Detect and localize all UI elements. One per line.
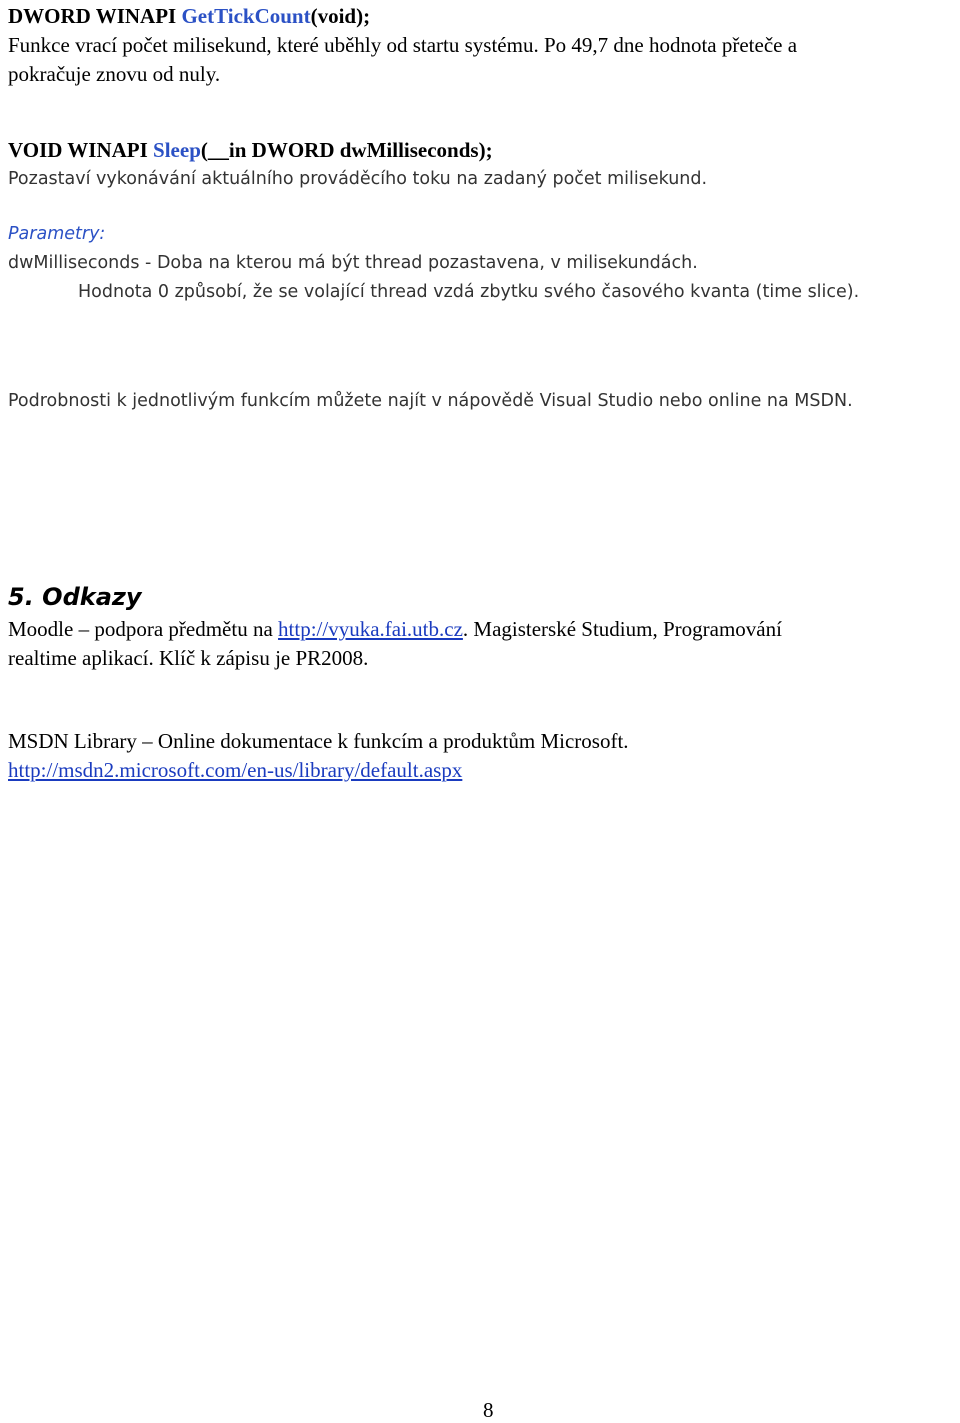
parameter-line1: dwMilliseconds - Doba na kterou má být thread pozastavena, v milisekundách. xyxy=(8,253,698,273)
msdn-link[interactable]: http://msdn2.microsoft.com/en-us/library/default.aspx xyxy=(8,758,463,782)
page-number: 8 xyxy=(483,1398,494,1422)
sleep-parameters xyxy=(8,220,859,307)
gettickcount-function-name: GetTickCount xyxy=(181,4,311,28)
sleep-section xyxy=(8,136,707,194)
gettickcount-section xyxy=(8,2,797,89)
moodle-line1: Moodle – podpora předmětu na http://vyuka.fai.utb.cz. Magisterské Studium, Programování xyxy=(8,617,782,641)
gettickcount-description-line2: pokračuje znovu od nuly. xyxy=(8,62,221,86)
parameter-line2: Hodnota 0 způsobí, že se volající thread vzdá zbytku svého časového kvanta (time slice). xyxy=(78,282,860,302)
moodle-paragraph xyxy=(8,615,782,673)
moodle-link[interactable]: http://vyuka.fai.utb.cz xyxy=(278,617,463,641)
msdn-paragraph xyxy=(8,727,629,785)
msdn-note xyxy=(8,387,853,416)
msdn-note-text: Podrobnosti k jednotlivým funkcím můžete najít v nápovědě Visual Studio nebo online na MSDN. xyxy=(8,391,853,411)
msdn-line1: MSDN Library – Online dokumentace k funkcím a produktům Microsoft. xyxy=(8,729,629,753)
links-heading: 5. Odkazy xyxy=(8,583,142,611)
gettickcount-description-line1: Funkce vrací počet milisekund, které uběhly od startu systému. Po 49,7 dne hodnota přeteče a xyxy=(8,33,798,57)
moodle-line2: realtime aplikací. Klíč k zápisu je PR2008. xyxy=(8,646,369,670)
links-section xyxy=(8,582,142,612)
gettickcount-signature: DWORD WINAPI GetTickCount(void); xyxy=(8,4,371,28)
parameters-label: Parametry: xyxy=(8,224,106,244)
sleep-description: Pozastaví vykonávání aktuálního prováděcího toku na zadaný počet milisekund. xyxy=(8,169,708,189)
sleep-function-name: Sleep xyxy=(153,138,201,162)
sleep-in-keyword: __in xyxy=(207,138,247,162)
sleep-signature: VOID WINAPI Sleep(__in DWORD dwMilliseconds); xyxy=(8,138,493,162)
